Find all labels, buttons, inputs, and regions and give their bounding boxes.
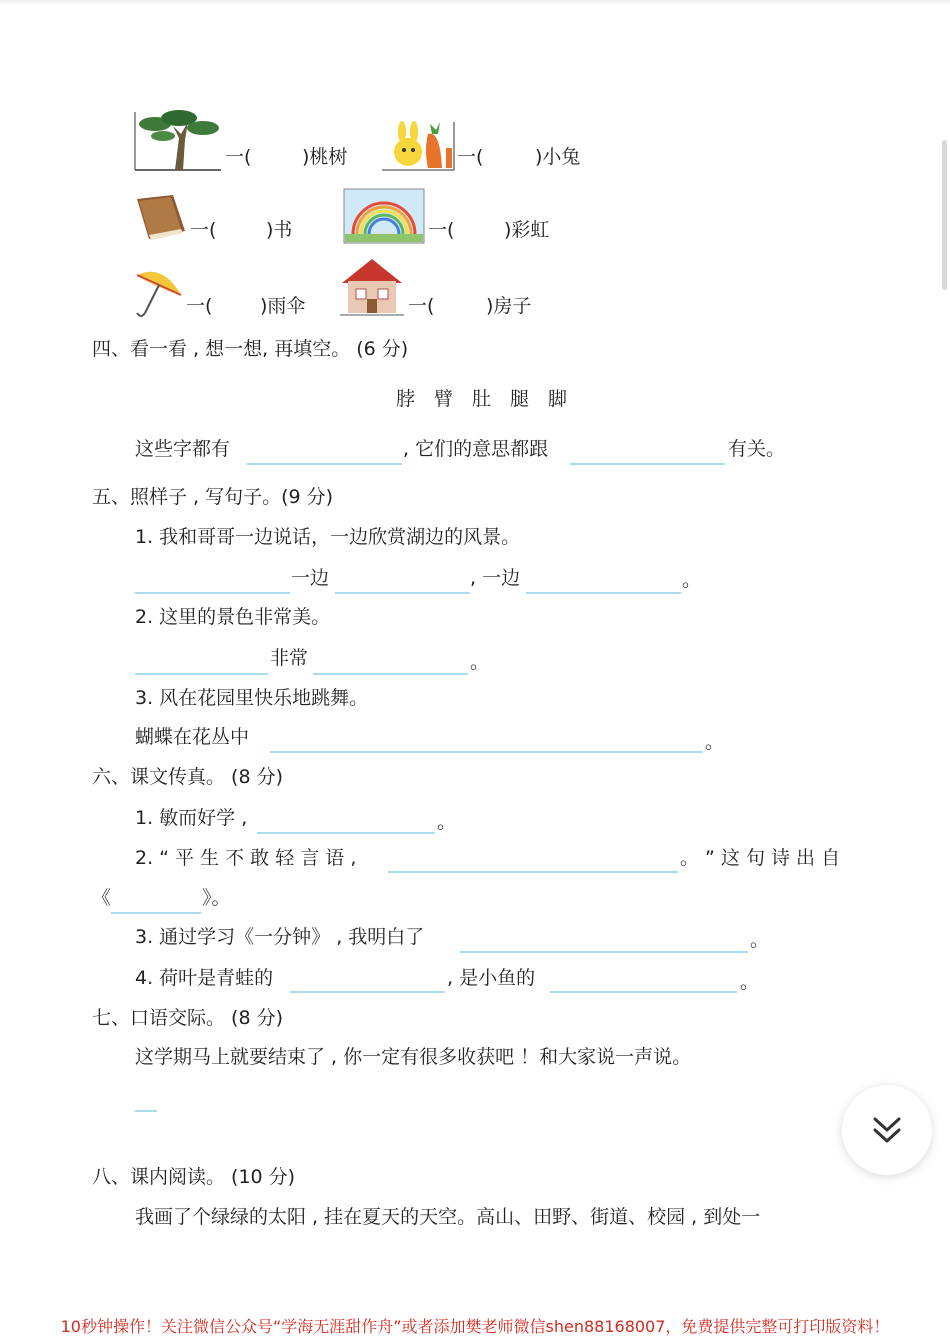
answer-blank[interactable]	[135, 592, 290, 594]
tree-icon	[133, 108, 223, 172]
answer-blank[interactable]	[247, 463, 402, 465]
measure-word-suffix: )桃树	[302, 146, 348, 168]
measure-word-suffix: )小兔	[535, 146, 581, 168]
section-5-q2-end: 。	[470, 651, 490, 673]
measure-word-prefix: 一(	[408, 295, 435, 317]
section-6-q4: 4. 荷叶是青蛙的	[135, 967, 274, 989]
answer-blank[interactable]	[570, 463, 725, 465]
section-6-q2: 2. “ 平 生 不 敢 轻 言 语 ,	[135, 847, 357, 869]
answer-blank[interactable]	[526, 592, 681, 594]
measure-word-suffix: )雨伞	[260, 295, 306, 317]
book-icon	[133, 193, 188, 243]
rainbow-icon	[343, 188, 425, 244]
section-6-title: 六、课文传真。 (8 分)	[92, 766, 283, 788]
double-chevron-down-icon	[870, 1113, 904, 1147]
answer-blank[interactable]	[313, 673, 468, 675]
section-6-q2-close: 》。	[202, 887, 231, 909]
section-6-q2-open: 《	[92, 887, 112, 909]
answer-blank[interactable]	[111, 912, 201, 914]
answer-blank[interactable]	[388, 871, 678, 873]
section-4-line-c: 有关。	[728, 438, 786, 460]
house-icon	[338, 255, 406, 317]
section-6-q4-mid: , 是小鱼的	[447, 967, 536, 989]
section-4-title: 四、看一看 , 想一想, 再填空。 (6 分)	[92, 338, 409, 360]
section-5-q2-mid: 非常	[270, 647, 309, 669]
answer-blank[interactable]	[135, 1110, 157, 1112]
section-6-q1: 1. 敏而好学 ,	[135, 807, 248, 829]
measure-word-prefix: 一(	[186, 295, 213, 317]
section-4-line-a: 这些字都有	[135, 438, 231, 460]
answer-blank[interactable]	[290, 991, 445, 993]
answer-blank[interactable]	[257, 832, 435, 834]
answer-blank[interactable]	[550, 991, 737, 993]
section-6-q2-end: 。 ” 这 句 诗 出 自	[680, 847, 841, 869]
answer-blank[interactable]	[335, 592, 470, 594]
section-4-chars: 脖 臂 肚 腿 脚	[396, 388, 568, 410]
answer-blank[interactable]	[135, 673, 268, 675]
section-5-q1: 1. 我和哥哥一边说话，一边欣赏湖边的风景。	[135, 526, 521, 548]
section-4-line-b: , 它们的意思都跟	[403, 438, 549, 460]
section-5-q2: 2. 这里的景色非常美。	[135, 606, 331, 628]
section-6-q4-end: 。	[740, 971, 760, 993]
section-5-q3: 3. 风在花园里快乐地跳舞。	[135, 687, 369, 709]
section-8-passage: 我画了个绿绿的太阳 , 挂在夏天的天空。高山、田野、街道、校园 , 到处一	[135, 1206, 761, 1228]
top-divider	[0, 0, 950, 3]
section-5-q3-end: 。	[705, 731, 725, 753]
measure-word-suffix: )彩虹	[504, 219, 550, 241]
measure-word-suffix: )书	[266, 219, 293, 241]
measure-word-prefix: 一(	[225, 146, 252, 168]
rabbit-icon	[380, 120, 455, 172]
measure-word-prefix: 一(	[457, 146, 484, 168]
section-7-title: 七、口语交际。 (8 分)	[92, 1007, 283, 1029]
measure-word-prefix: 一(	[190, 219, 217, 241]
umbrella-icon	[133, 265, 185, 320]
section-6-q1-end: 。	[437, 811, 457, 833]
measure-word-prefix: 一(	[428, 219, 455, 241]
answer-blank[interactable]	[460, 951, 748, 953]
answer-blank[interactable]	[270, 751, 703, 753]
measure-word-suffix: )房子	[486, 295, 532, 317]
section-7-prompt: 这学期马上就要结束了 , 你一定有很多收获吧 ！和大家说一声说。	[135, 1046, 692, 1068]
section-5-title: 五、照样子 , 写句子。(9 分)	[92, 486, 334, 508]
section-5-q3-start: 蝴蝶在花丛中	[135, 726, 250, 748]
section-8-title: 八、课内阅读。 (10 分)	[92, 1166, 296, 1188]
scroll-down-button[interactable]	[842, 1085, 932, 1175]
footer-promo: 10秒钟操作！关注微信公众号“学海无涯甜作舟”或者添加樊老师微信shen88168007，免费提供完整可打印版资料！	[60, 1317, 890, 1336]
section-5-q1-end: 。	[682, 569, 702, 591]
section-6-q3: 3. 通过学习《一分钟》 , 我明白了	[135, 926, 425, 948]
section-5-q1-mid2: , 一边	[470, 567, 521, 589]
section-6-q3-end: 。	[750, 929, 770, 951]
scrollbar[interactable]	[942, 140, 947, 290]
section-5-q1-mid1: 一边	[291, 567, 330, 589]
